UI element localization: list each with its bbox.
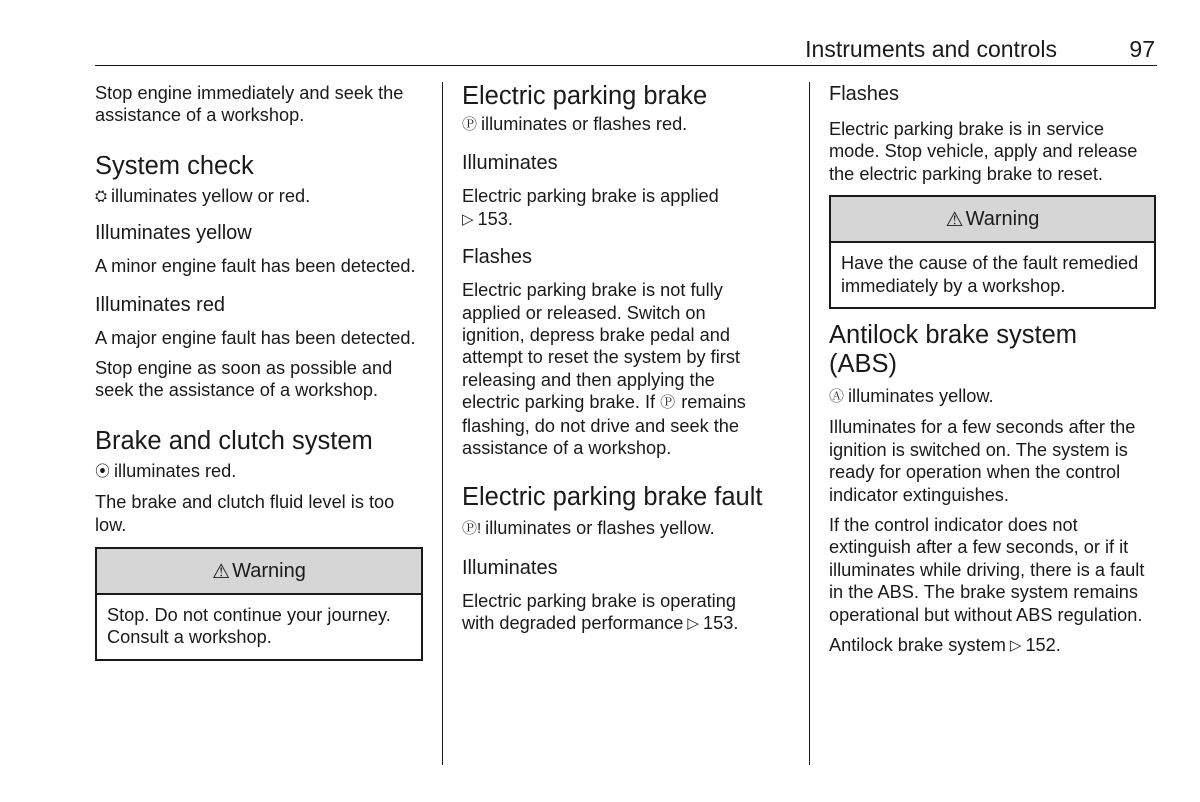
warning-text: Stop. Do not continue your journey. Consult a workshop.	[107, 605, 391, 648]
column-divider	[442, 82, 443, 765]
red-text: A major engine fault has been detected.	[95, 327, 416, 348]
brake-icon: ⦿	[95, 462, 111, 480]
flashes-text: Electric parking brake is in service mode. Stop vehicle, apply and release the electric parking brake to reset.	[829, 119, 1138, 184]
flashes-heading: Flashes	[829, 83, 900, 105]
abs-text-2: If the control indicator does not extinguish after a few seconds, or if it illuminates while driving, there is a fault in the ABS. The brake system remains operational but without ABS regulation.	[829, 515, 1145, 625]
epb-fault-text: Electric parking brake is operating with degraded performance ▷ 153.	[462, 590, 739, 634]
system-check-indicator: ⛭ illuminates yellow or red.	[95, 185, 425, 208]
brake-clutch-indicator: ⦿ illuminates red.	[95, 460, 425, 483]
illuminates-red-heading: Illuminates red	[95, 293, 226, 316]
column-2	[462, 82, 784, 636]
warning-text: Have the cause of the fault remedied immediately by a workshop.	[841, 253, 1139, 296]
warning-header	[831, 197, 1154, 243]
warning-box	[95, 547, 423, 661]
parking-brake-fault-icon: Ⓟ!	[462, 520, 482, 538]
page-ref[interactable]: 153.	[702, 613, 739, 634]
epb-illuminates-text: Electric parking brake is applied ▷ 153.	[462, 186, 719, 229]
parking-brake-icon: Ⓟ	[462, 116, 478, 133]
illuminates-yellow-heading: Illuminates yellow	[95, 222, 252, 245]
epb-fault-illuminates-heading: Illuminates	[462, 556, 558, 579]
parking-brake-icon: Ⓟ	[660, 394, 676, 412]
warning-header	[97, 549, 421, 595]
column-3	[829, 82, 1159, 658]
abs-indicator: Ⓐ illuminates yellow.	[829, 385, 1159, 408]
page-header	[95, 32, 1157, 66]
page-ref[interactable]: 153.	[477, 208, 513, 229]
red-advice-text: Stop engine as soon as possible and seek the assistance of a workshop.	[95, 358, 393, 401]
epb-fault-indicator: Ⓟ! illuminates or flashes yellow.	[462, 517, 784, 540]
intro-text: Stop engine immediately and seek the assistance of a workshop.	[95, 83, 404, 126]
warning-triangle-icon: ⚠	[212, 560, 231, 583]
system-check-heading: System check	[95, 151, 254, 180]
epb-heading: Electric parking brake	[462, 82, 708, 110]
page-number: 97	[1129, 36, 1155, 62]
epb-fault-heading: Electric parking brake fault	[462, 483, 763, 512]
epb-indicator: Ⓟ illuminates or flashes red.	[462, 113, 784, 136]
column-divider	[809, 82, 810, 765]
page-ref-icon: ▷	[1009, 637, 1022, 655]
warning-box	[829, 195, 1156, 309]
warning-title: Warning	[965, 207, 1040, 230]
abs-heading: Antilock brake system (ABS)	[829, 321, 1078, 379]
yellow-text: A minor engine fault has been detected.	[95, 256, 416, 277]
column-1	[95, 82, 425, 661]
epb-flashes-heading: Flashes	[462, 246, 533, 269]
page-ref-icon: ▷	[687, 615, 699, 633]
warning-title: Warning	[232, 559, 306, 582]
brake-clutch-heading: Brake and clutch system	[95, 426, 373, 455]
epb-flashes-text: Electric parking brake is not fully applied or released. Switch on ignition, depress brake pedal and attempt to reset the system by first releasing and then applying the electric parking brake. If Ⓟ remains flashing, do not drive and seek the assistance of a workshop.	[462, 280, 746, 459]
engine-icon: ⛭	[95, 187, 108, 205]
abs-reference: Antilock brake system ▷ 152.	[829, 635, 1061, 656]
page-ref-icon: ▷	[462, 210, 474, 228]
epb-illuminates-heading: Illuminates	[462, 152, 558, 175]
abs-icon: Ⓐ	[829, 388, 845, 406]
page-ref[interactable]: 152.	[1025, 635, 1061, 656]
fluid-level-text: The brake and clutch fluid level is too low.	[95, 492, 395, 535]
section-title: Instruments and controls	[805, 36, 1057, 62]
warning-triangle-icon: ⚠	[945, 208, 964, 231]
abs-text-1: Illuminates for a few seconds after the ignition is switched on. The system is ready for operation when the control indicator extinguishes.	[829, 417, 1136, 505]
